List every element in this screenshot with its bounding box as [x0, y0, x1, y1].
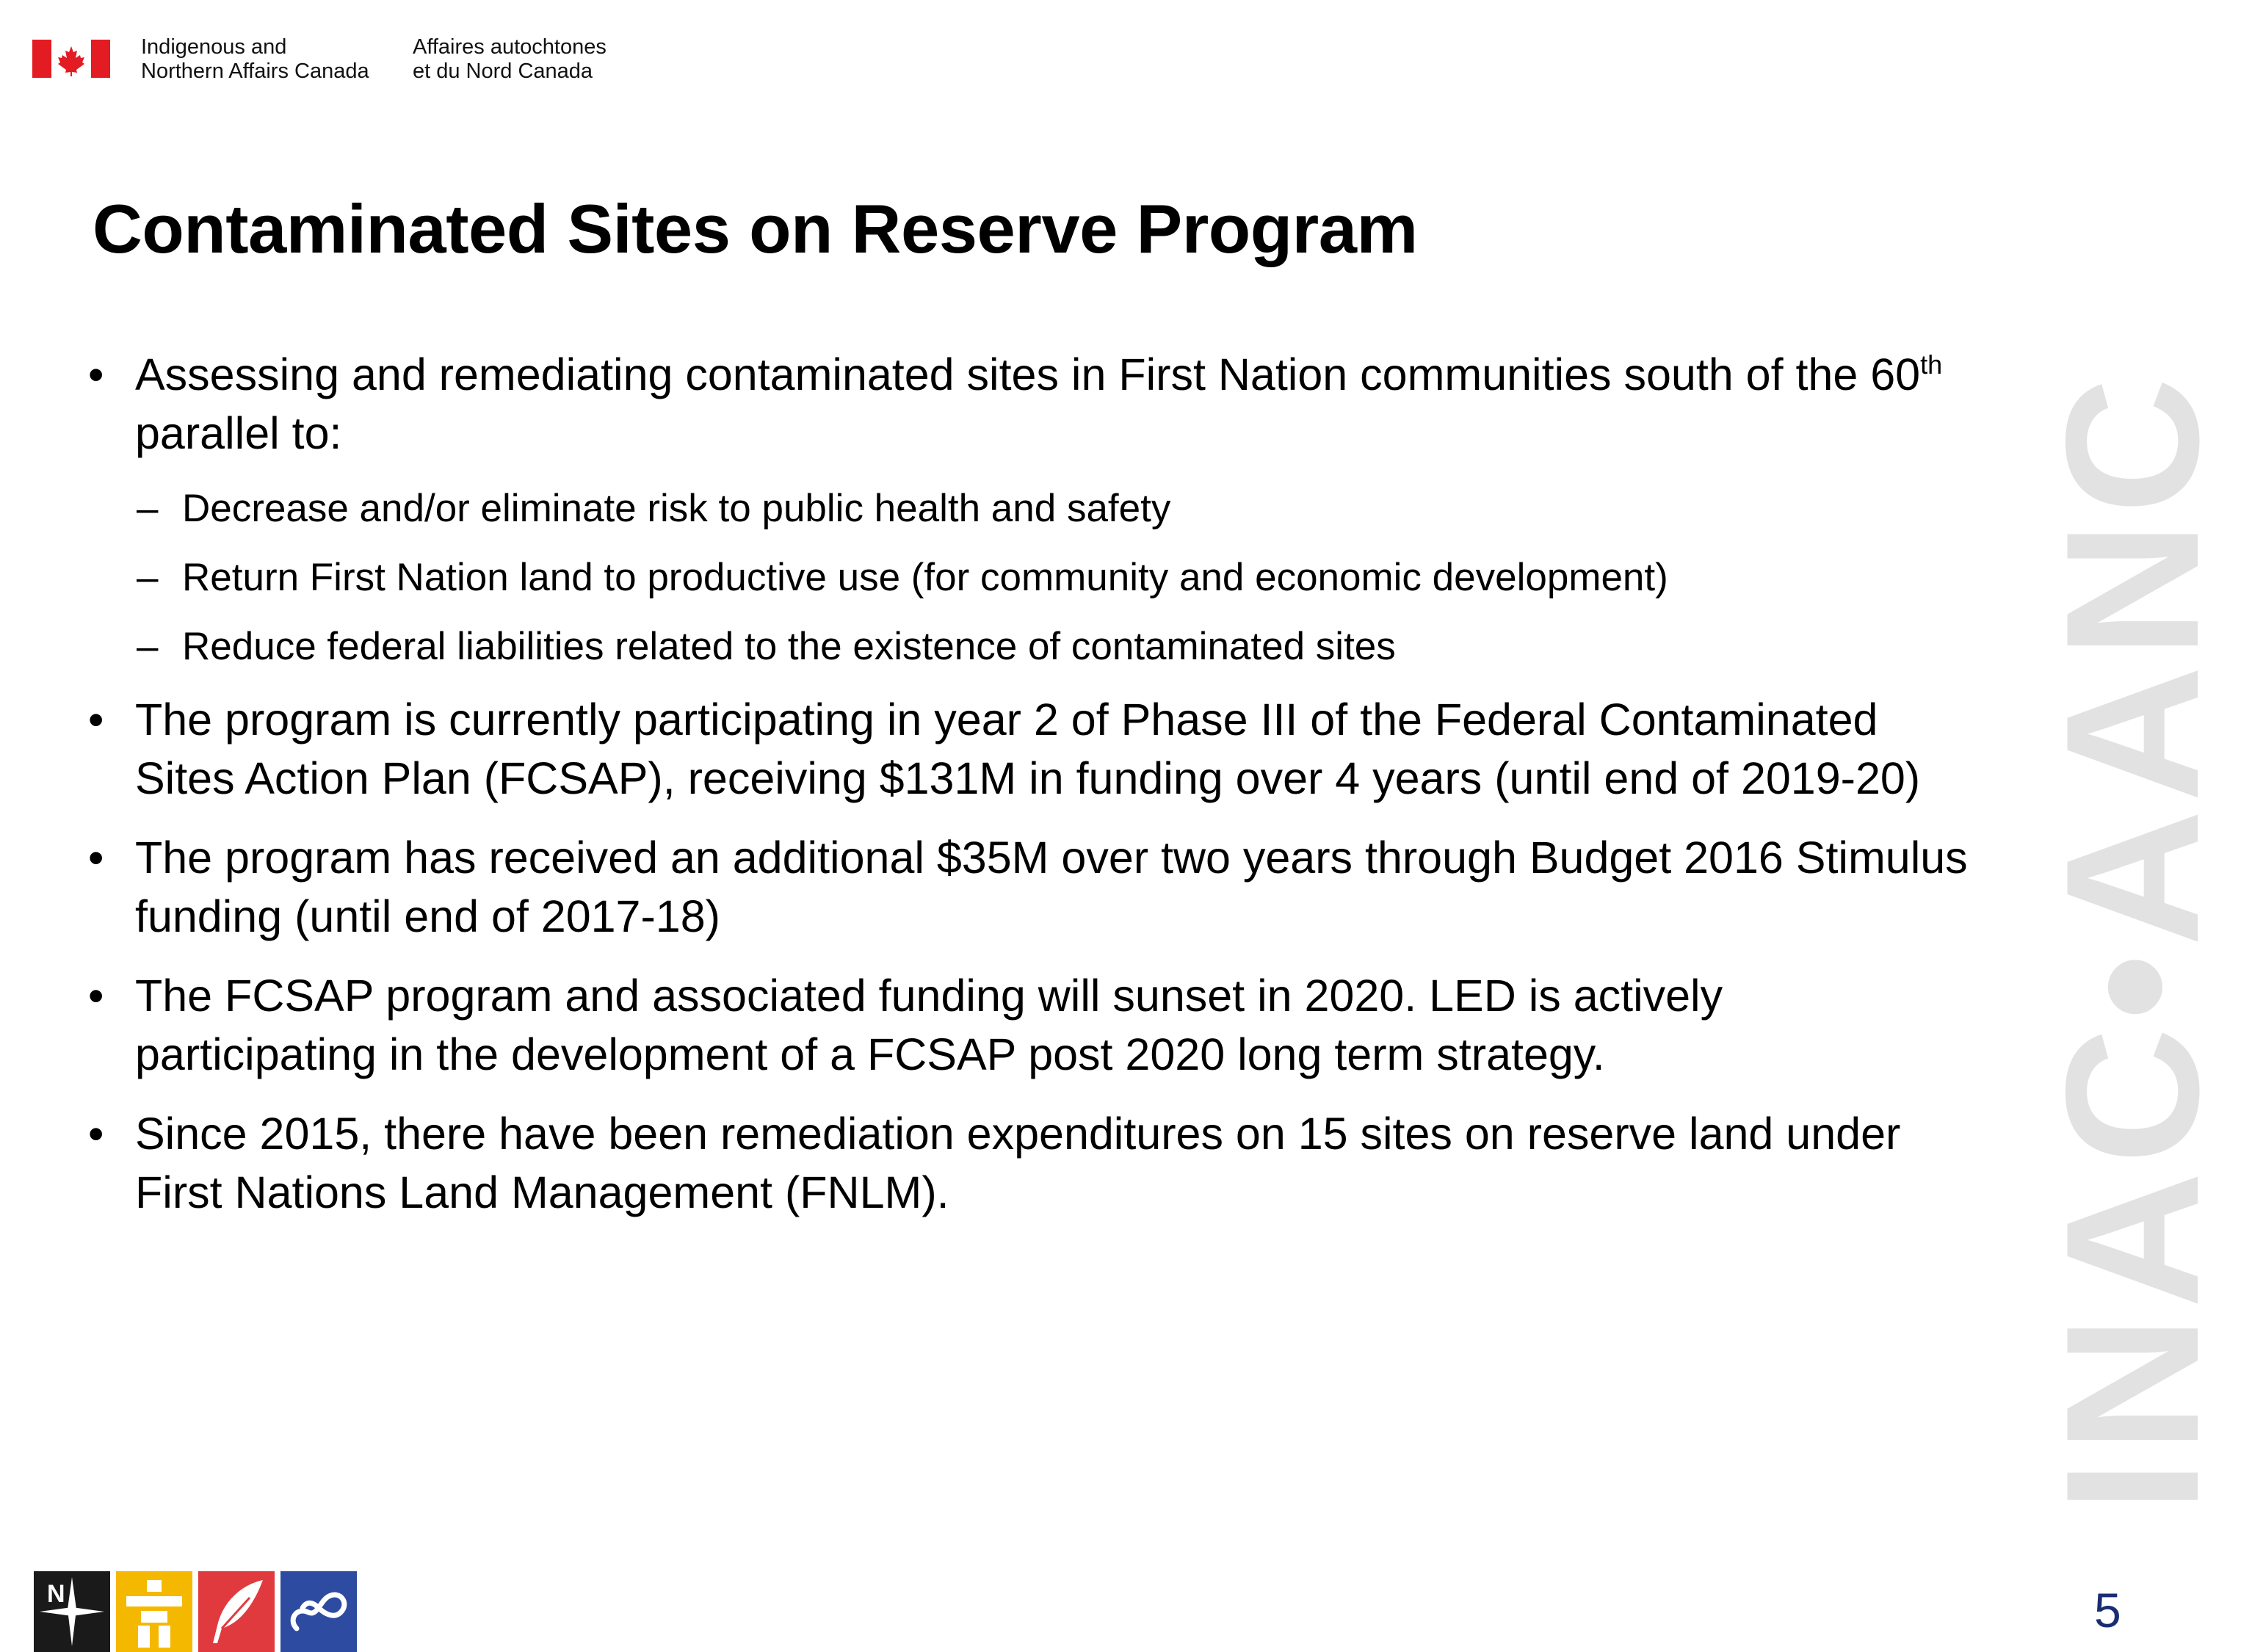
bullet-marker: •	[88, 695, 104, 745]
infinity-icon	[280, 1571, 357, 1652]
bullet-text: The FCSAP program and associated funding will sunset in 2020. LED is actively participating in the development of a FCSAP post 2020 long term strategy.	[135, 971, 1723, 1079]
bullet-text: Since 2015, there have been remediation expenditures on 15 sites on reserve land under First Nations Land Management (FNLM).	[135, 1109, 1901, 1217]
bullet-marker: •	[88, 1109, 104, 1159]
page-number: 5	[2094, 1583, 2121, 1637]
department-fr-line-2: et du Nord Canada	[413, 59, 593, 83]
bullet-text-part: parallel to:	[135, 408, 342, 458]
inac-aanc-watermark: INAC•AANC	[2026, 369, 2238, 1512]
bullet-marker: •	[88, 833, 104, 883]
bullet-item	[88, 828, 1968, 946]
dash-marker: –	[137, 487, 159, 530]
sub-bullet-item	[88, 552, 1968, 604]
bullet-text: The program has received an additional $35M over two years through Budget 2016 Stimulus funding (until end of 2017-18)	[135, 833, 1968, 941]
sub-bullet-text: Decrease and/or eliminate risk to public health and safety	[182, 487, 1171, 530]
feather-icon	[198, 1571, 275, 1652]
department-fr-line-1: Affaires autochtones	[413, 35, 607, 59]
slide-title: Contaminated Sites on Reserve Program	[93, 190, 1418, 267]
superscript-th: th	[1920, 349, 1943, 380]
bullet-item	[88, 966, 1968, 1084]
sub-bullet-item	[88, 483, 1968, 535]
sub-bullet-item	[88, 621, 1968, 673]
sub-bullet-text: Return First Nation land to productive use (for community and economic development)	[182, 556, 1668, 599]
department-en-line-2: Northern Affairs Canada	[141, 59, 369, 83]
bullet-text: The program is currently participating in year 2 of Phase III of the Federal Contaminated Sites Action Plan (FCSAP), receiving $131M in funding over 4 years (until end of 2019-20)	[135, 695, 1921, 803]
canada-flag-icon	[32, 40, 110, 78]
department-name-english	[141, 35, 369, 84]
bullet-marker: •	[88, 349, 104, 399]
compass-north-label: N	[47, 1580, 65, 1608]
inukshuk-icon	[116, 1571, 192, 1652]
bullet-marker: •	[88, 971, 104, 1021]
dash-marker: –	[137, 556, 159, 599]
bullet-item	[88, 690, 1968, 808]
compass-north-icon	[34, 1571, 110, 1652]
bullet-text-part: Assessing and remediating contaminated sites in First Nation communities south of the 60	[135, 349, 1921, 399]
slide-body	[88, 345, 1968, 1242]
sub-bullet-text: Reduce federal liabilities related to the existence of contaminated sites	[182, 625, 1396, 668]
department-en-line-1: Indigenous and	[141, 35, 287, 59]
department-name-french	[413, 35, 607, 84]
bullet-item	[88, 345, 1968, 463]
bullet-item	[88, 1104, 1968, 1222]
dash-marker: –	[137, 625, 159, 668]
government-header	[29, 32, 764, 91]
